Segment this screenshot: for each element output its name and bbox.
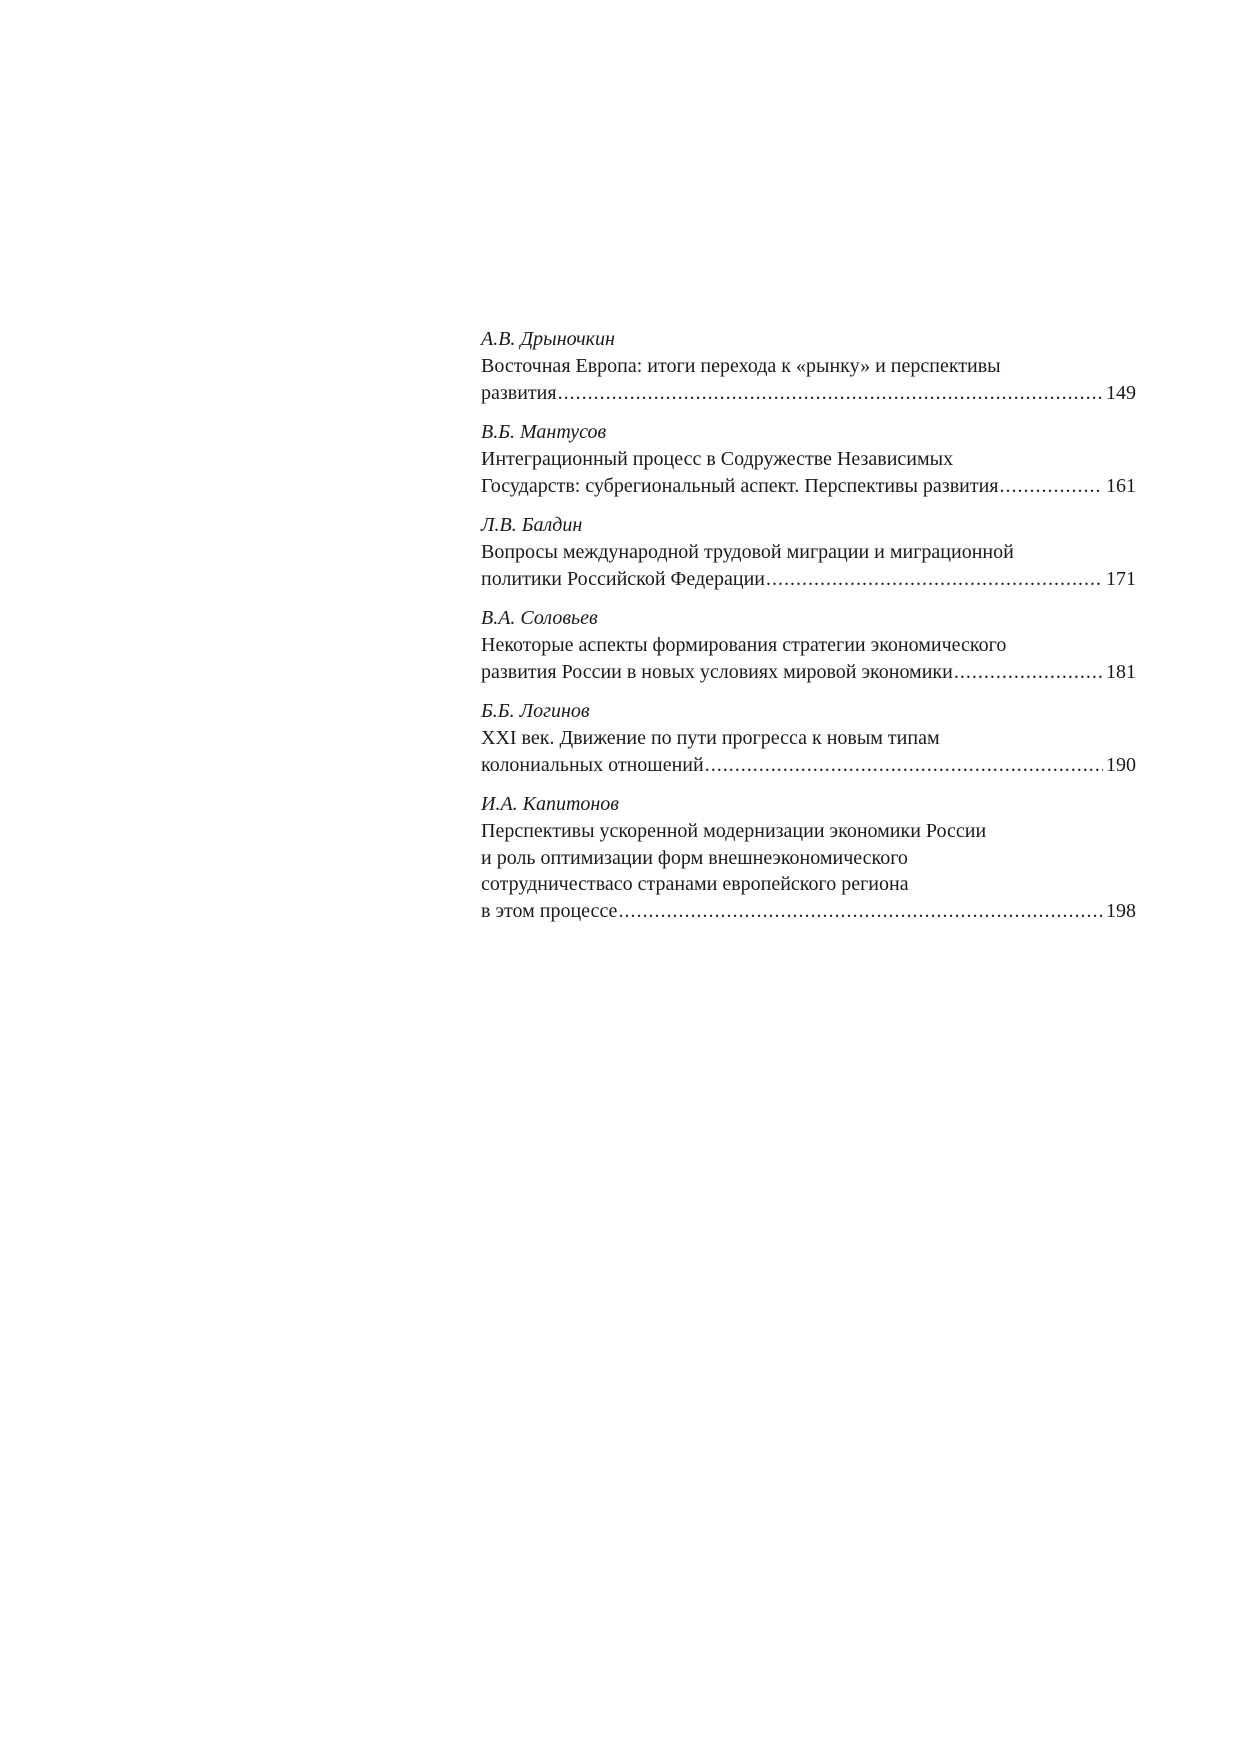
entry-author: А.В. Дрыночкин	[481, 328, 615, 350]
table-of-contents	[481, 326, 1136, 937]
entry-title-end: в этом процессе	[481, 899, 618, 922]
entry-title-line: XXI век. Движение по пути прогресса к новым типам	[481, 727, 940, 749]
entry-author: И.А. Капитонов	[481, 793, 619, 815]
entry-title-line: и роль оптимизации форм внешнеэкономического	[481, 846, 908, 869]
entry-title-line: Восточная Европа: итоги перехода к «рынку» и перспективы	[481, 355, 1001, 377]
dot-leader	[999, 473, 1103, 500]
entry-page-number: 181	[1106, 660, 1136, 683]
entry-title-line: Интеграционный процесс в Содружестве Независимых	[481, 448, 954, 470]
dot-leader	[705, 752, 1103, 779]
entry-last-line	[481, 566, 1136, 593]
entry-title-line: Некоторые аспекты формирования стратегии экономического	[481, 634, 1007, 656]
dot-leader	[766, 566, 1103, 593]
entry-title-line: сотрудничествасо странами европейского региона	[481, 873, 909, 895]
toc-entry	[481, 791, 1136, 924]
toc-entry	[481, 698, 1136, 778]
entry-page-number: 149	[1106, 381, 1136, 404]
dot-leader	[954, 659, 1103, 686]
entry-page-number: 161	[1106, 474, 1136, 497]
entry-title-end: развития	[481, 381, 557, 404]
entry-title-line: Перспективы ускоренной модернизации экономики России	[481, 820, 987, 842]
entry-title-end: Государств: субрегиональный аспект. Перспективы развития	[481, 474, 999, 497]
entry-author: В.Б. Мантусов	[481, 421, 607, 443]
entry-author: Б.Б. Логинов	[481, 700, 590, 722]
entry-page-number: 198	[1106, 899, 1136, 922]
toc-entry	[481, 605, 1136, 685]
dot-leader	[618, 898, 1103, 925]
entry-last-line	[481, 898, 1136, 925]
toc-entry	[481, 512, 1136, 592]
toc-entry	[481, 326, 1136, 406]
entry-page-number: 171	[1106, 567, 1136, 590]
entry-title-end: колониальных отношений	[481, 753, 704, 776]
entry-title-end: политики Российской Федерации	[481, 567, 766, 590]
entry-last-line	[481, 380, 1136, 407]
dot-leader	[558, 380, 1103, 407]
entry-last-line	[481, 473, 1136, 500]
entry-title-end: развития России в новых условиях мировой экономики	[481, 660, 953, 683]
toc-entry	[481, 419, 1136, 499]
entry-author: В.А. Соловьев	[481, 607, 598, 629]
entry-page-number: 190	[1106, 753, 1136, 776]
entry-author: Л.В. Балдин	[481, 514, 583, 536]
entry-last-line	[481, 752, 1136, 779]
entry-last-line	[481, 659, 1136, 686]
entry-title-line: Вопросы международной трудовой миграции и миграционной	[481, 541, 1014, 563]
